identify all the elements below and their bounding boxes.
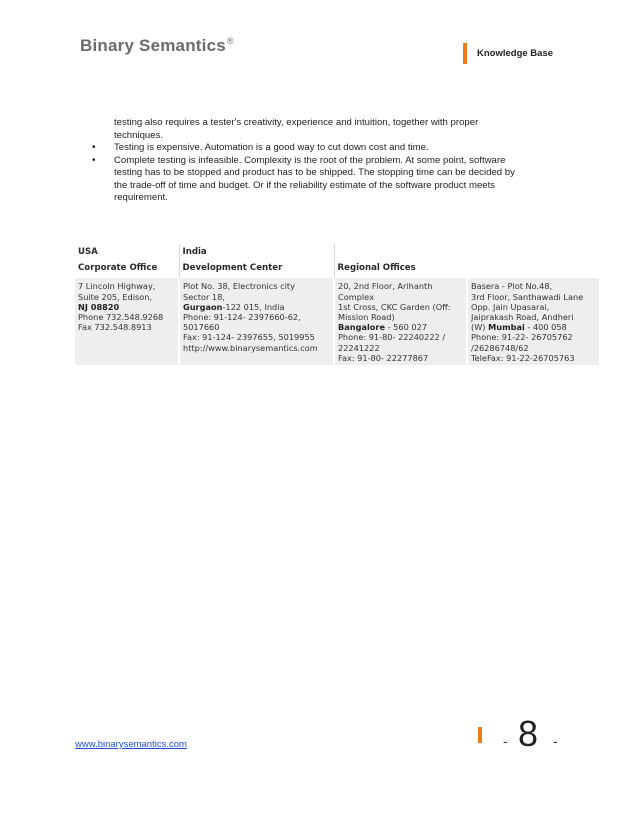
header-regional-offices: Regional Offices xyxy=(337,263,416,274)
text-line: techniques. xyxy=(114,129,164,141)
website-link[interactable]: www.binarysemantics.com xyxy=(75,739,187,750)
phone-line: Phone 732.548.9268 xyxy=(78,312,164,323)
registered-mark: ® xyxy=(226,36,234,47)
text-line: testing also requires a tester's creativity, experience and intuition, together with proper xyxy=(114,117,479,128)
text-line: Testing is expensive. Automation is a good way to cut down cost and time. xyxy=(114,142,429,153)
website-line: http://www.binarysemantics.com xyxy=(183,342,318,353)
address-line xyxy=(338,322,463,332)
country-blank xyxy=(334,244,467,259)
address-line: Complex xyxy=(338,291,374,302)
address-line: 1st Cross, CKC Garden (Off: xyxy=(338,301,451,312)
text-line: requirement. xyxy=(114,192,168,203)
postcode: - 560 027 xyxy=(385,322,428,333)
address-line xyxy=(471,322,596,332)
postcode: -122 015, India xyxy=(222,301,285,312)
company-logo xyxy=(80,36,234,56)
city-label: Gurgaon xyxy=(183,301,223,312)
text-line: testing has to be stopped and product has to be shipped. The stopping time can be decided by xyxy=(114,167,515,178)
address-line: 20, 2nd Floor, Arihanth xyxy=(338,281,433,292)
city-label: Bangalore xyxy=(338,322,386,333)
corporate-office-address xyxy=(75,278,179,365)
body-text xyxy=(92,117,544,205)
development-center-address xyxy=(179,278,334,365)
offices-table xyxy=(75,244,599,365)
address-line: Jaiprakash Road, Andheri xyxy=(471,312,574,323)
page-number: 8 xyxy=(518,713,539,754)
postcode: - 400 058 xyxy=(524,322,567,333)
address-line: Mission Road) xyxy=(338,312,395,323)
office-header-row xyxy=(75,259,599,278)
city-label: Mumbai xyxy=(488,322,525,333)
logo-text: Binary Semantics xyxy=(80,36,226,55)
city-prefix: (W) xyxy=(471,322,489,333)
continuation-paragraph xyxy=(114,117,544,142)
mumbai-office-address xyxy=(467,278,599,365)
country-usa: USA xyxy=(75,244,179,259)
phone-line: /26286748/62 xyxy=(471,342,529,353)
address-line: Plot No. 38, Electronics city xyxy=(183,281,295,292)
phone-line: 22241222 xyxy=(338,342,380,353)
page-dash-right: - xyxy=(553,733,558,749)
address-line: 7 Lincoln Highway, xyxy=(78,281,156,292)
address-line xyxy=(78,302,175,312)
address-line xyxy=(183,302,330,312)
header-development-center: Development Center xyxy=(179,259,334,278)
phone-line: 5017660 xyxy=(183,322,220,333)
address-line: 3rd Floor, Santhawadi Lane xyxy=(471,291,584,302)
footer-accent-bar xyxy=(478,727,482,743)
office-data-row xyxy=(75,278,599,365)
address-line: Sector 18, xyxy=(183,291,225,302)
city-label: NJ 08820 xyxy=(78,301,120,312)
bullet-list xyxy=(92,142,544,205)
country-row xyxy=(75,244,599,259)
phone-line: Phone: 91-22- 26705762 xyxy=(471,332,573,343)
page-dash-left: - xyxy=(503,733,508,749)
country-blank xyxy=(467,244,599,259)
bullet-item xyxy=(92,142,544,155)
bullet-dot-icon: • xyxy=(92,142,96,153)
country-india: India xyxy=(179,244,334,259)
address-line: Opp. Jain Upasarai, xyxy=(471,301,550,312)
bangalore-office-address xyxy=(334,278,467,365)
phone-line: Phone: 91-80- 22240222 / xyxy=(338,332,446,343)
header-blank xyxy=(467,259,599,278)
telefax-line: TeleFax: 91-22-26705763 xyxy=(471,352,575,363)
fax-line: Fax: 91-80- 22277867 xyxy=(338,352,429,363)
address-line: Suite 205, Edison, xyxy=(78,291,153,302)
phone-line: Phone: 91-124- 2397660-62, xyxy=(183,312,301,323)
header-accent-bar xyxy=(463,43,467,64)
text-line: the trade-off of time and budget. Or if the reliability estimate of the software product meets xyxy=(114,179,496,191)
fax-line: Fax: 91-124- 2397655, 5019955 xyxy=(183,332,315,343)
text-line: Complete testing is infeasible. Complexity is the root of the problem. At some point, software xyxy=(114,154,506,166)
address-line: Basera - Plot No.48, xyxy=(471,281,553,292)
header-corporate-office: Corporate Office xyxy=(75,259,179,278)
bullet-dot-icon: • xyxy=(92,154,96,166)
section-title: Knowledge Base xyxy=(477,48,554,59)
bullet-item xyxy=(92,154,544,205)
fax-line: Fax 732.548.8913 xyxy=(78,322,152,333)
